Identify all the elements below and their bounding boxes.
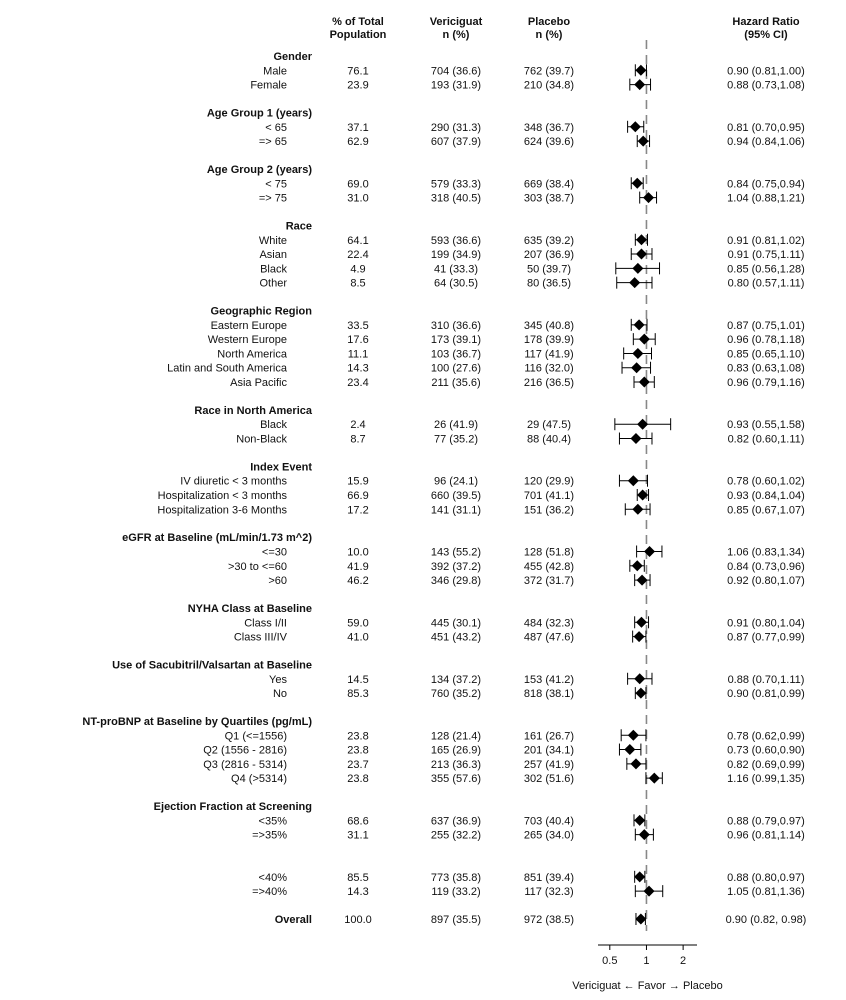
pct-cell: 68.6	[347, 815, 369, 828]
pct-cell: 33.5	[347, 319, 369, 332]
hr-marker	[636, 234, 647, 245]
hr-marker	[630, 433, 641, 444]
pct-cell: 23.8	[347, 773, 369, 786]
row-label: Hospitalization 3-6 Months	[157, 504, 287, 517]
vericiguat-cell: 451 (43.2)	[430, 631, 482, 644]
row-label: Class III/IV	[233, 631, 287, 644]
placebo-cell: 178 (39.9)	[523, 334, 575, 347]
hr-marker	[630, 758, 641, 769]
placebo-cell: 117 (32.3)	[524, 886, 574, 899]
pct-cell: 41.0	[347, 631, 369, 644]
hr-ci-cell: 0.82 (0.60,1.11)	[727, 433, 805, 446]
row-label: < 75	[265, 178, 287, 191]
hr-ci-cell: 0.94 (0.84,1.06)	[727, 136, 805, 149]
vericiguat-cell: 143 (55.2)	[430, 546, 482, 559]
placebo-cell: 29 (47.5)	[526, 419, 572, 432]
group-title: NYHA Class at Baseline	[187, 602, 312, 615]
row-label: =>35%	[252, 829, 287, 842]
hr-ci-cell: 0.93 (0.84,1.04)	[727, 490, 805, 503]
pct-cell: 23.9	[347, 79, 369, 92]
vericiguat-cell: 199 (34.9)	[430, 249, 482, 262]
pct-cell: 8.7	[350, 433, 366, 446]
placebo-cell: 117 (41.9)	[524, 348, 574, 361]
pct-cell: 23.8	[347, 730, 369, 743]
row-label: Other	[259, 277, 287, 290]
vericiguat-cell: 392 (37.2)	[430, 560, 482, 573]
pct-cell: 59.0	[347, 617, 369, 630]
row-label: => 65	[258, 136, 287, 149]
hr-ci-cell: 0.88 (0.70,1.11)	[727, 673, 805, 686]
row-label: Overall	[274, 914, 312, 927]
pct-cell: 41.9	[347, 560, 369, 573]
placebo-cell: 635 (39.2)	[523, 234, 575, 247]
hr-marker	[636, 617, 647, 628]
hr-marker	[632, 263, 643, 274]
hr-ci-cell: 0.96 (0.81,1.14)	[727, 829, 805, 842]
vericiguat-cell: 77 (35.2)	[433, 433, 479, 446]
row-label: Yes	[269, 673, 287, 686]
row-label: => 75	[258, 192, 287, 205]
hr-ci-cell: 0.91 (0.75,1.11)	[727, 249, 805, 262]
group-title: Age Group 1 (years)	[206, 107, 312, 120]
hr-marker	[632, 178, 643, 189]
pct-cell: 100.0	[344, 914, 372, 927]
row-label: No	[272, 688, 287, 701]
row-label: Eastern Europe	[210, 319, 287, 332]
pct-cell: 4.9	[350, 263, 366, 276]
vericiguat-cell: 897 (35.5)	[430, 914, 482, 927]
pct-cell: 23.8	[347, 744, 369, 757]
placebo-cell: 345 (40.8)	[523, 319, 575, 332]
hr-marker	[628, 475, 639, 486]
row-label: Hospitalization < 3 months	[157, 490, 287, 503]
placebo-cell: 88 (40.4)	[526, 433, 572, 446]
hr-marker	[634, 319, 645, 330]
hr-ci-cell: 0.88 (0.80,0.97)	[727, 871, 805, 884]
group-title: Age Group 2 (years)	[206, 163, 312, 176]
hr-ci-cell: 0.88 (0.73,1.08)	[727, 79, 805, 92]
placebo-cell: 851 (39.4)	[523, 871, 575, 884]
x-tick-label: 2	[680, 955, 687, 967]
hr-marker	[634, 631, 645, 642]
placebo-cell: 487 (47.6)	[523, 631, 575, 644]
vericiguat-cell: 660 (39.5)	[430, 490, 482, 503]
pct-cell: 85.5	[347, 871, 369, 884]
row-label: North America	[217, 348, 287, 361]
hr-marker	[634, 815, 645, 826]
vericiguat-cell: 637 (36.9)	[430, 815, 482, 828]
hr-marker	[630, 121, 641, 132]
row-label: Q4 (>5314)	[231, 773, 287, 786]
group-title: Geographic Region	[210, 305, 312, 318]
row-label: Asian	[259, 249, 287, 262]
placebo-cell: 703 (40.4)	[523, 815, 575, 828]
vericiguat-cell: 141 (31.1)	[430, 504, 482, 517]
vericiguat-cell: 213 (36.3)	[430, 758, 482, 771]
hr-marker	[635, 65, 646, 76]
hr-marker	[632, 348, 643, 359]
hr-marker	[628, 730, 639, 741]
vericiguat-cell: 41 (33.3)	[433, 263, 479, 276]
vericiguat-cell: 760 (35.2)	[430, 688, 482, 701]
row-label: Q2 (1556 - 2816)	[203, 744, 287, 757]
group-title: Index Event	[250, 461, 312, 474]
row-label: Class I/II	[244, 617, 287, 630]
hr-ci-cell: 1.16 (0.99,1.35)	[727, 773, 805, 786]
hr-marker	[639, 334, 650, 345]
row-label: Non-Black	[236, 433, 287, 446]
x-axis-label: Vericiguat ← Favor → Placebo	[572, 980, 723, 992]
placebo-cell: 818 (38.1)	[523, 688, 575, 701]
hr-marker	[634, 79, 645, 90]
hr-ci-cell: 0.87 (0.75,1.01)	[727, 319, 805, 332]
placebo-cell: 257 (41.9)	[523, 758, 575, 771]
placebo-cell: 972 (38.5)	[523, 914, 575, 927]
pct-cell: 31.0	[347, 192, 369, 205]
placebo-cell: 201 (34.1)	[523, 744, 575, 757]
placebo-cell: 80 (36.5)	[526, 277, 572, 290]
vericiguat-cell: 211 (35.6)	[431, 377, 481, 390]
placebo-cell: 153 (41.2)	[523, 673, 575, 686]
group-title: eGFR at Baseline (mL/min/1.73 m^2)	[122, 532, 312, 545]
row-label: Black	[260, 419, 287, 432]
hr-ci-cell: 0.87 (0.77,0.99)	[727, 631, 805, 644]
pct-cell: 23.4	[347, 377, 369, 390]
pct-cell: 2.4	[350, 419, 366, 432]
vericiguat-cell: 128 (21.4)	[430, 730, 482, 743]
column-header-hr: Hazard Ratio	[732, 16, 800, 28]
hr-ci-cell: 0.91 (0.81,1.02)	[727, 234, 805, 247]
hr-ci-cell: 0.90 (0.81,1.00)	[727, 65, 805, 78]
pct-cell: 14.3	[347, 886, 369, 899]
placebo-cell: 762 (39.7)	[523, 65, 575, 78]
hr-marker	[632, 504, 643, 515]
hr-marker	[634, 871, 645, 882]
hr-marker	[629, 277, 640, 288]
vericiguat-cell: 310 (36.6)	[430, 319, 482, 332]
hr-marker	[643, 192, 654, 203]
hr-marker	[639, 829, 650, 840]
pct-cell: 69.0	[347, 178, 369, 191]
vericiguat-cell: 255 (32.2)	[430, 829, 482, 842]
hr-marker	[624, 744, 635, 755]
group-title: Gender	[273, 51, 312, 63]
hr-ci-cell: 1.04 (0.88,1.21)	[727, 192, 805, 205]
hr-ci-cell: 0.85 (0.56,1.28)	[727, 263, 805, 276]
placebo-cell: 624 (39.6)	[523, 136, 575, 149]
hr-ci-cell: 0.82 (0.69,0.99)	[727, 758, 805, 771]
pct-cell: 17.2	[347, 504, 369, 517]
pct-cell: 11.1	[347, 348, 369, 361]
vericiguat-cell: 607 (37.9)	[430, 136, 482, 149]
hr-marker	[631, 362, 642, 373]
row-label: Q1 (<=1556)	[224, 730, 287, 743]
row-label: Male	[263, 65, 287, 78]
hr-ci-cell: 0.92 (0.80,1.07)	[727, 575, 805, 588]
group-title: Ejection Fraction at Screening	[153, 801, 312, 814]
placebo-cell: 265 (34.0)	[523, 829, 575, 842]
placebo-cell: 161 (26.7)	[523, 730, 575, 743]
hr-marker	[635, 688, 646, 699]
pct-cell: 64.1	[347, 234, 369, 247]
pct-cell: 85.3	[347, 688, 369, 701]
hr-ci-cell: 0.88 (0.79,0.97)	[727, 815, 805, 828]
hr-ci-cell: 0.85 (0.67,1.07)	[727, 504, 805, 517]
row-label: <40%	[258, 871, 287, 884]
hr-ci-cell: 0.96 (0.78,1.18)	[727, 334, 805, 347]
vericiguat-cell: 593 (36.6)	[430, 234, 482, 247]
hr-marker	[636, 249, 647, 260]
pct-cell: 23.7	[347, 758, 369, 771]
hr-ci-cell: 0.91 (0.80,1.04)	[727, 617, 805, 630]
row-label: Latin and South America	[167, 362, 287, 375]
vericiguat-cell: 318 (40.5)	[430, 192, 482, 205]
group-title: Race in North America	[194, 404, 312, 417]
vericiguat-cell: 445 (30.1)	[430, 617, 482, 630]
row-label: < 65	[265, 121, 287, 134]
column-header-placebo: n (%)	[535, 29, 563, 41]
hr-marker	[632, 560, 643, 571]
row-label: <35%	[258, 815, 287, 828]
pct-cell: 76.1	[347, 65, 369, 78]
column-header-placebo: Placebo	[527, 16, 571, 28]
vericiguat-cell: 173 (39.1)	[430, 334, 482, 347]
hr-ci-cell: 0.73 (0.60,0.90)	[727, 744, 805, 757]
pct-cell: 37.1	[347, 121, 369, 134]
placebo-cell: 455 (42.8)	[523, 560, 575, 573]
hr-ci-cell: 0.83 (0.63,1.08)	[727, 362, 805, 375]
placebo-cell: 120 (29.9)	[523, 475, 575, 488]
vericiguat-cell: 26 (41.9)	[433, 419, 479, 432]
placebo-cell: 216 (36.5)	[523, 377, 575, 390]
hr-marker	[644, 886, 655, 897]
vericiguat-cell: 165 (26.9)	[430, 744, 482, 757]
row-label: <=30	[261, 546, 287, 559]
column-header-pct: % of Total	[332, 16, 384, 28]
row-label: Western Europe	[207, 334, 287, 347]
placebo-cell: 128 (51.8)	[523, 546, 575, 559]
vericiguat-cell: 103 (36.7)	[430, 348, 482, 361]
placebo-cell: 484 (32.3)	[523, 617, 575, 630]
placebo-cell: 207 (36.9)	[523, 249, 575, 262]
placebo-cell: 116 (32.0)	[524, 362, 574, 375]
row-label: =>40%	[252, 886, 287, 899]
hr-ci-cell: 0.78 (0.62,0.99)	[727, 730, 805, 743]
vericiguat-cell: 134 (37.2)	[430, 673, 482, 686]
pct-cell: 14.3	[347, 362, 369, 375]
pct-cell: 31.1	[347, 829, 369, 842]
pct-cell: 8.5	[350, 277, 366, 290]
column-header-vericiguat: Vericiguat	[429, 16, 483, 28]
placebo-cell: 151 (36.2)	[523, 504, 575, 517]
column-header-pct: Population	[329, 29, 387, 41]
row-label: IV diuretic < 3 months	[180, 475, 287, 488]
placebo-cell: 303 (38.7)	[523, 192, 575, 205]
pct-cell: 17.6	[347, 334, 369, 347]
placebo-cell: 372 (31.7)	[523, 575, 575, 588]
hr-ci-cell: 0.90 (0.81,0.99)	[727, 688, 805, 701]
placebo-cell: 348 (36.7)	[523, 121, 575, 134]
hr-marker	[639, 377, 650, 388]
hr-ci-cell: 1.05 (0.81,1.36)	[727, 886, 805, 899]
placebo-cell: 302 (51.6)	[523, 773, 575, 786]
pct-cell: 10.0	[347, 546, 369, 559]
column-header-vericiguat: n (%)	[442, 29, 470, 41]
vericiguat-cell: 346 (29.8)	[430, 575, 482, 588]
placebo-cell: 701 (41.1)	[523, 490, 575, 503]
x-tick-label: 1	[643, 955, 650, 967]
row-label: Q3 (2816 - 5314)	[203, 758, 287, 771]
vericiguat-cell: 290 (31.3)	[430, 121, 482, 134]
hr-ci-cell: 0.81 (0.70,0.95)	[727, 121, 805, 134]
vericiguat-cell: 704 (36.6)	[430, 65, 482, 78]
placebo-cell: 669 (38.4)	[523, 178, 575, 191]
x-tick-label: 0.5	[602, 955, 618, 967]
pct-cell: 14.5	[347, 673, 369, 686]
hr-ci-cell: 1.06 (0.83,1.34)	[727, 546, 805, 559]
group-title: Use of Sacubitril/Valsartan at Baseline	[112, 659, 312, 672]
placebo-cell: 50 (39.7)	[526, 263, 572, 276]
vericiguat-cell: 773 (35.8)	[430, 871, 482, 884]
hr-ci-cell: 0.78 (0.60,1.02)	[727, 475, 805, 488]
pct-cell: 15.9	[347, 475, 369, 488]
hr-ci-cell: 0.84 (0.73,0.96)	[727, 560, 805, 573]
placebo-cell: 210 (34.8)	[523, 79, 575, 92]
row-label: >30 to <=60	[227, 560, 287, 573]
row-label: White	[258, 234, 287, 247]
row-label: Black	[260, 263, 287, 276]
hr-ci-cell: 0.85 (0.65,1.10)	[727, 348, 805, 361]
row-label: Female	[250, 79, 287, 92]
hr-ci-cell: 0.90 (0.82, 0.98)	[725, 914, 807, 927]
row-label: >60	[268, 575, 287, 588]
pct-cell: 66.9	[347, 490, 369, 503]
row-label: Asia Pacific	[230, 377, 287, 390]
hr-ci-cell: 0.96 (0.79,1.16)	[727, 377, 805, 390]
vericiguat-cell: 100 (27.6)	[430, 362, 482, 375]
hr-marker	[634, 673, 645, 684]
column-header-hr: (95% CI)	[744, 29, 788, 41]
vericiguat-cell: 119 (33.2)	[431, 886, 481, 899]
hr-marker	[635, 914, 646, 925]
hr-marker	[649, 773, 660, 784]
pct-cell: 62.9	[347, 136, 369, 149]
vericiguat-cell: 193 (31.9)	[430, 79, 482, 92]
hr-ci-cell: 0.93 (0.55,1.58)	[727, 419, 805, 432]
pct-cell: 46.2	[347, 575, 369, 588]
group-title: Race	[285, 220, 312, 233]
hr-ci-cell: 0.80 (0.57,1.11)	[727, 277, 805, 290]
pct-cell: 22.4	[347, 249, 369, 262]
vericiguat-cell: 579 (33.3)	[430, 178, 482, 191]
group-title: NT-proBNP at Baseline by Quartiles (pg/mL)	[82, 715, 312, 728]
vericiguat-cell: 355 (57.6)	[430, 773, 482, 786]
vericiguat-cell: 64 (30.5)	[433, 277, 479, 290]
vericiguat-cell: 96 (24.1)	[433, 475, 479, 488]
hr-ci-cell: 0.84 (0.75,0.94)	[727, 178, 805, 191]
